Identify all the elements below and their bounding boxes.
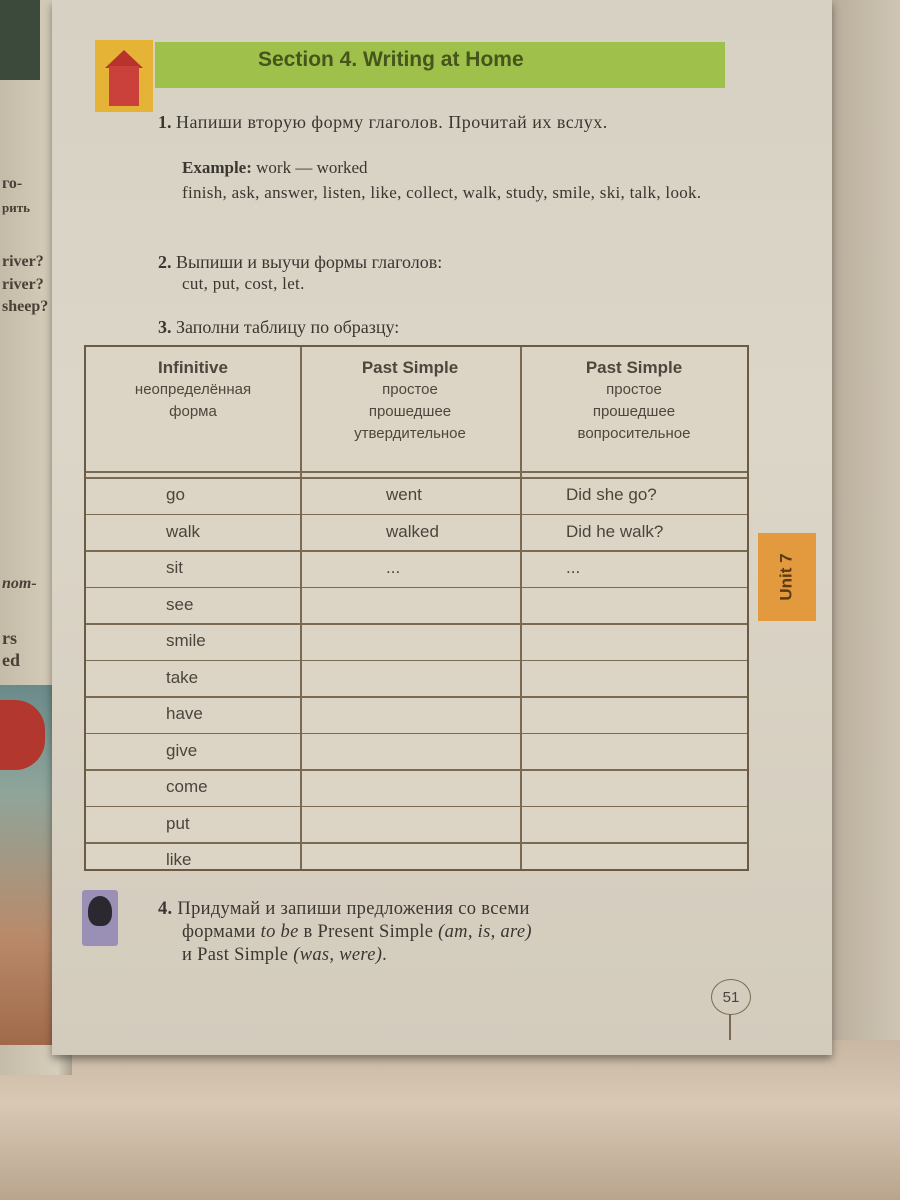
header-sub: прошедшее: [592, 403, 676, 420]
task-4-text: формами: [182, 922, 261, 942]
table-row-divider: [86, 587, 747, 589]
task-3-number: 3.: [158, 317, 172, 337]
table-row-divider: [86, 733, 747, 735]
balloon-string: [729, 1014, 731, 1040]
task-3: [158, 317, 718, 337]
example-text: work — worked: [256, 158, 368, 177]
task-4-italic: (am, is, are): [438, 922, 532, 942]
left-page-fragment: nom-: [2, 575, 37, 592]
task-4-text: .: [382, 945, 388, 965]
table-row-divider: [86, 696, 747, 698]
task-4-line-2: [158, 921, 718, 944]
table-header-past-question: [520, 357, 748, 445]
home-icon: [95, 40, 153, 112]
table-cell-past-affirmative: went: [386, 485, 422, 504]
page-right-edge: [832, 0, 900, 1040]
header-sub: прошедшее: [368, 403, 452, 420]
task-4-line-1: [158, 898, 718, 921]
owl-shape: [88, 896, 112, 926]
header-sub: утвердительное: [354, 425, 466, 442]
task-2-words: cut, put, cost, let.: [182, 274, 305, 293]
task-4-number: 4.: [158, 899, 173, 919]
header-sub: неопределённая: [134, 381, 252, 398]
table-cell-infinitive: walk: [166, 521, 201, 541]
task-1: [158, 112, 718, 132]
header-title: Past Simple: [361, 358, 459, 377]
example-label: Example:: [182, 158, 252, 177]
table-row-divider: [86, 623, 747, 625]
table-cell-infinitive: smile: [166, 631, 206, 650]
table-cell-past-affirmative: ...: [386, 558, 401, 577]
table-header-infinitive: [86, 357, 300, 423]
header-sub: простое: [606, 381, 662, 398]
left-page-fragment: river?: [2, 253, 44, 270]
table-cell-infinitive: see: [166, 594, 194, 614]
table-cell-infinitive: have: [166, 704, 203, 723]
table-row-divider: [86, 769, 747, 771]
left-page-illustration-top: [0, 0, 40, 80]
table-header-divider: [86, 477, 747, 479]
left-page-fragment: sheep?: [2, 298, 49, 315]
table-row-divider: [86, 842, 747, 844]
task-2: [158, 252, 718, 272]
table-cell-infinitive: go: [166, 485, 185, 504]
left-page-fragment: рить: [2, 200, 30, 215]
header-title: Infinitive: [158, 358, 228, 377]
task-4-italic: (was, were): [293, 945, 383, 965]
task-4: [158, 898, 718, 967]
table-row-divider: [86, 806, 747, 808]
left-page-fragment: river?: [2, 276, 44, 293]
task-3-text: Заполни таблицу по образцу:: [176, 317, 400, 337]
table-row-divider: [86, 514, 747, 516]
header-title: Past Simple: [585, 358, 683, 377]
table-cell-past-affirmative: walked: [386, 521, 439, 541]
task-4-text: Придумай и запиши предложения со всеми: [177, 899, 530, 919]
section-title: Section 4. Writing at Home: [258, 48, 524, 71]
left-page-fragment: ed: [2, 650, 20, 670]
left-page-fragment: го-: [2, 175, 23, 192]
table-header-past-affirmative: [300, 357, 520, 445]
task-1-words: finish, ask, answer, listen, like, collect, walk, study, smile, ski, talk, look.: [182, 183, 702, 202]
background-floor: [0, 1040, 900, 1200]
task-1-example: [182, 158, 368, 178]
task-2-number: 2.: [158, 252, 172, 272]
table-cell-infinitive: like: [166, 850, 192, 869]
unit-tab: [758, 533, 816, 621]
header-sub: вопросительное: [577, 425, 691, 442]
table-cell-past-question: Did she go?: [566, 485, 657, 504]
table-cell-infinitive: sit: [166, 558, 183, 577]
left-page-fragment: rs: [2, 628, 17, 648]
unit-tab-label: Unit 7: [776, 553, 796, 601]
table-row-divider: [86, 660, 747, 662]
table-cell-past-question: ...: [566, 558, 581, 577]
task-4-italic: to be: [260, 922, 299, 942]
header-sub: форма: [169, 403, 217, 420]
table-row-divider: [86, 550, 747, 552]
table-cell-infinitive: give: [166, 740, 198, 760]
table-cell-past-question: Did he walk?: [566, 521, 664, 541]
table-header-divider: [86, 471, 747, 473]
header-sub: простое: [382, 381, 438, 398]
task-4-text: и Past Simple: [182, 945, 294, 965]
home-house-icon: [109, 66, 139, 106]
owl-icon: [82, 890, 118, 946]
task-1-text: Напиши вторую форму глаголов. Прочитай их вслух.: [176, 112, 608, 132]
task-4-text: в Present Simple: [298, 922, 439, 942]
table-cell-infinitive: take: [166, 667, 199, 687]
table-cell-infinitive: come: [166, 777, 208, 796]
table-cell-infinitive: put: [166, 813, 190, 833]
page-number: 51: [711, 979, 751, 1015]
verb-table: [84, 345, 749, 871]
task-1-number: 1.: [158, 112, 172, 132]
task-4-line-3: [158, 944, 718, 967]
task-2-text: Выпиши и выучи формы глаголов:: [176, 252, 443, 272]
